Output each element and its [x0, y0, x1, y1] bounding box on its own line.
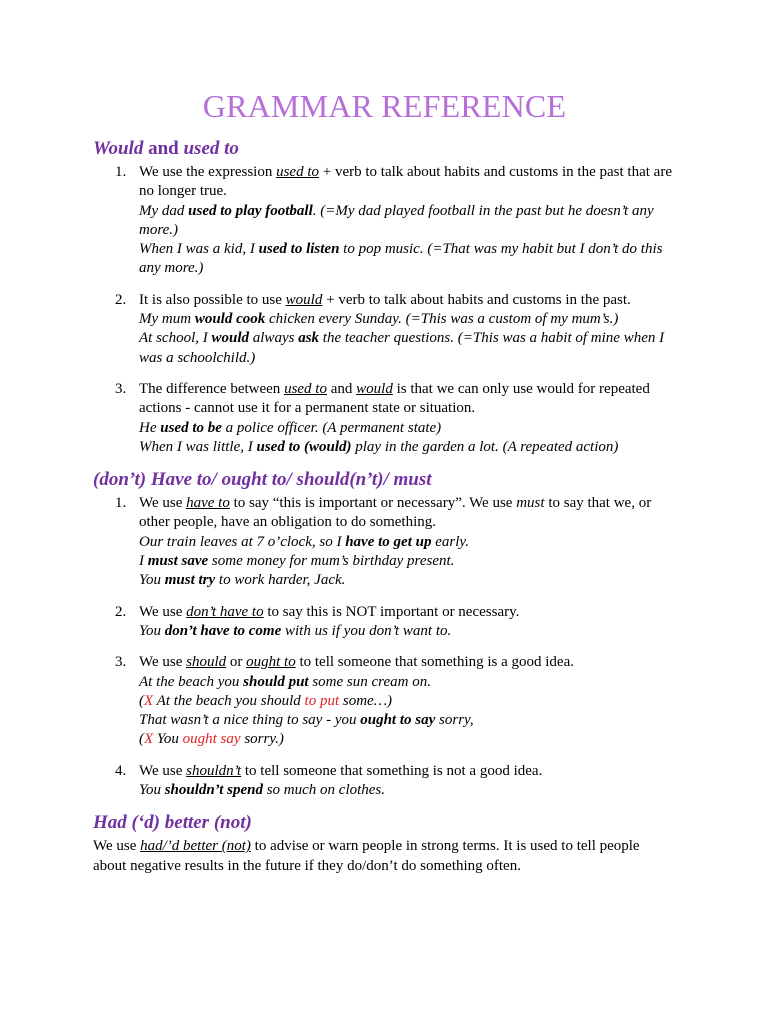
- heading-part: Would: [93, 138, 144, 159]
- rule-text: The difference between used to and would is that we can only use would for repeated actions - cannot use it for a permanent state or situation.: [139, 380, 650, 417]
- list-item: [93, 653, 676, 749]
- example-sentence: I must save some money for mum’s birthday present.: [139, 553, 455, 570]
- paragraph-had-better: We use had/’d better (not) to advise or warn people in strong terms. It is used to tell people about negative results in the future if they do/don’t do something often.: [93, 838, 640, 874]
- item-number: 3.: [115, 380, 127, 397]
- rule-text: We use should or ought to to tell someone that something is a good idea.: [139, 654, 575, 671]
- list-item: [93, 494, 676, 590]
- example-sentence: Our train leaves at 7 o’clock, so I have to get up early.: [139, 533, 469, 550]
- example-sentence: At the beach you should put some sun cream on.: [139, 673, 431, 690]
- heading-part: used to: [183, 138, 239, 159]
- page-title: GRAMMAR REFERENCE: [202, 88, 567, 124]
- list-item: [93, 163, 676, 279]
- item-number: 1.: [115, 495, 127, 512]
- list-item: [93, 380, 676, 457]
- example-sentence: He used to be a police officer. (A permanent state): [139, 419, 442, 436]
- list-item: [93, 291, 676, 368]
- example-sentence-incorrect: (X At the beach you should to put some…): [139, 692, 393, 709]
- list-item: [93, 762, 676, 801]
- example-sentence: At school, I would always ask the teacher questions. (=This was a habit of mine when I was a schoolchild.): [139, 330, 665, 366]
- rule-text: We use have to to say “this is important or necessary”. We use must to say that we, or other people, have an obligation to do something.: [139, 495, 652, 531]
- example-sentence: You don’t have to come with us if you don’t want to.: [139, 622, 452, 639]
- example-sentence: You must try to work harder, Jack.: [139, 572, 346, 589]
- heading-part: and: [143, 138, 184, 159]
- example-sentence: My mum would cook chicken every Sunday. (=This was a custom of my mum’s.): [139, 311, 619, 328]
- section1-list: [93, 163, 676, 457]
- section2-list: [93, 494, 676, 800]
- rule-text: We use don’t have to to say this is NOT important or necessary.: [139, 603, 520, 620]
- wrong-mark-icon: X: [144, 692, 154, 709]
- item-number: 3.: [115, 654, 127, 671]
- item-number: 1.: [115, 164, 127, 180]
- rule-text: We use shouldn’t to tell someone that something is not a good idea.: [139, 762, 543, 779]
- section-heading-would-used-to: [93, 138, 676, 160]
- rule-text: It is also possible to use would + verb to talk about habits and customs in the past.: [139, 291, 631, 308]
- example-sentence: You shouldn’t spend so much on clothes.: [139, 782, 386, 799]
- item-number: 2.: [115, 291, 127, 308]
- example-sentence: My dad used to play football. (=My dad played football in the past but he doesn’t any more.): [139, 202, 654, 238]
- wrong-mark-icon: X: [144, 731, 154, 748]
- section-heading-had-better: Had (‘d) better (not): [93, 812, 252, 834]
- item-number: 2.: [115, 603, 127, 620]
- item-number: 4.: [115, 762, 127, 779]
- rule-text: We use the expression used to + verb to talk about habits and customs in the past that are no longer true.: [139, 164, 672, 200]
- example-sentence: When I was little, I used to (would) play in the garden a lot. (A repeated action): [139, 438, 619, 455]
- example-sentence-incorrect: (X You ought say sorry.): [139, 731, 284, 748]
- example-sentence: That wasn’t a nice thing to say - you ought to say sorry,: [139, 712, 474, 729]
- example-sentence: When I was a kid, I used to listen to pop music. (=That was my habit but I don’t do this any more.): [139, 241, 663, 277]
- list-item: [93, 603, 676, 642]
- section-heading-have-to-must: (don’t) Have to/ ought to/ should(n’t)/ must: [93, 469, 432, 491]
